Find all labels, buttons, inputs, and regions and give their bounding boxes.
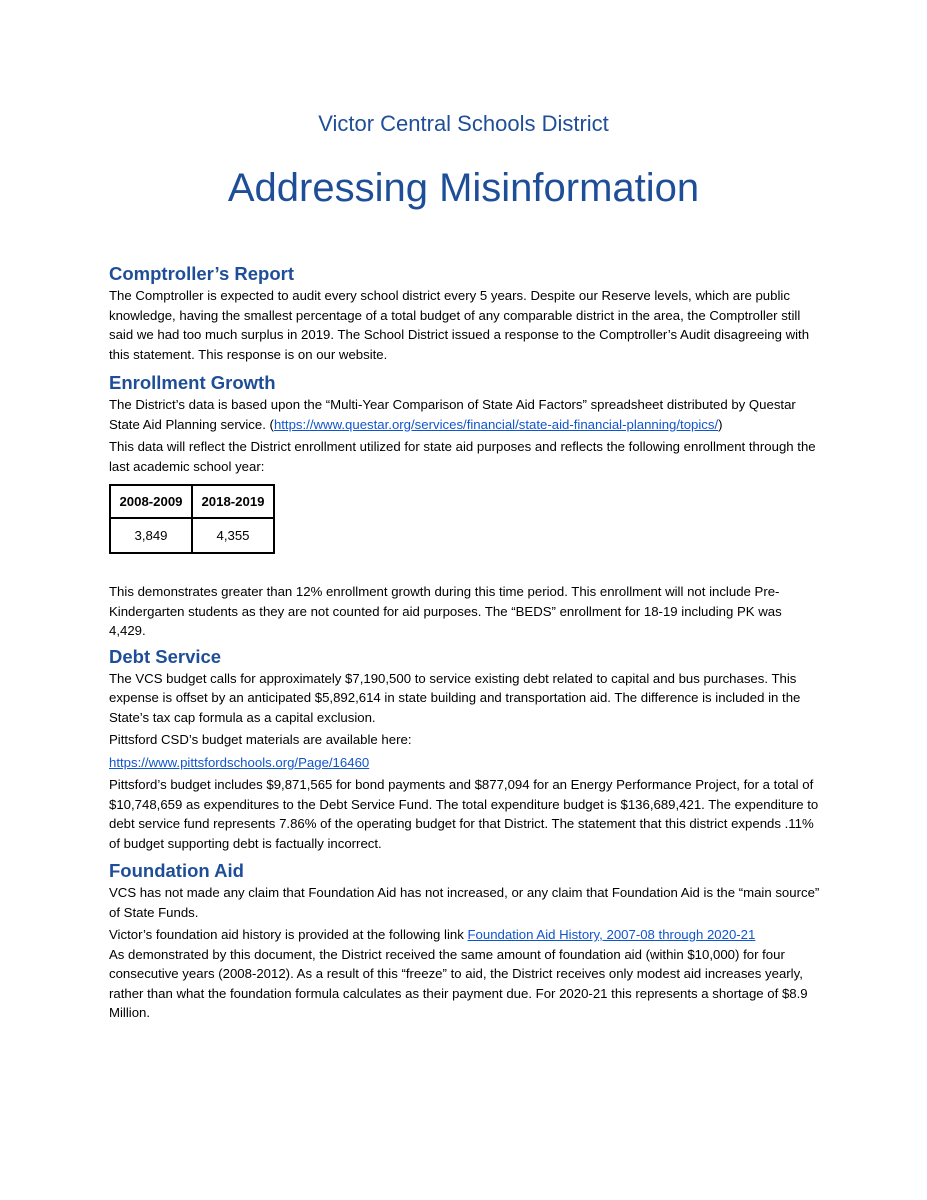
paragraph: The Comptroller is expected to audit every school district every 5 years. Despite our Reserve levels, which are public knowledge, having the smallest percentage of a total budget of any comparable district in the area, the Comptroller still said we had too much surplus in 2019. The School District issued a response to the Comptroller’s Audit disagreeing with this statement. This response is on our website. xyxy=(109,288,810,362)
paragraph xyxy=(109,925,821,945)
foundation-aid-history-link[interactable]: Foundation Aid History, 2007-08 through 2020-21 xyxy=(467,927,756,942)
org-title: Victor Central Schools District xyxy=(318,111,609,136)
enrollment-table xyxy=(109,484,275,554)
section-foundation-aid xyxy=(109,859,821,1023)
paragraph xyxy=(109,395,821,434)
paragraph: Pittsford’s budget includes $9,871,565 for bond payments and $877,094 for an Energy Performance Project, for a total of $10,748,659 as expenditures to the Debt Service Fund. The total expenditure budget is $136,689,421. The expenditure to debt service fund represents 7.86% of the operating budget for that District. The statement that this district expends .11% of budget supporting debt is factually incorrect. xyxy=(109,777,819,851)
section-comptroller-report xyxy=(109,262,821,364)
table-cell: 4,355 xyxy=(192,518,274,553)
paragraph-text: ) xyxy=(718,416,723,432)
table-header-row xyxy=(110,485,274,518)
paragraph: VCS has not made any claim that Foundation Aid has not increased, or any claim that Foundation Aid is the “main source” of State Funds. xyxy=(109,885,820,920)
questar-link[interactable]: https://www.questar.org/services/financial/state-aid-financial-planning/topics/ xyxy=(273,416,719,432)
paragraph: This data will reflect the District enrollment utilized for state aid purposes and reflects the following enrollment through the last academic school year: xyxy=(109,439,816,474)
paragraph: This demonstrates greater than 12% enrollment growth during this time period. This enrollment will not include Pre-Kindergarten students as they are not counted for aid purposes. The “BEDS” enrollment for 18-19 including PK was 4,429. xyxy=(109,584,782,638)
section-heading: Foundation Aid xyxy=(109,860,244,881)
table-row xyxy=(110,518,274,553)
table-cell: 3,849 xyxy=(110,518,192,553)
paragraph: As demonstrated by this document, the District received the same amount of foundation aid (within $10,000) for four consecutive years (2008-2012). As a result of this “freeze” to aid, the District receives only modest aid increases yearly, rather than what the foundation formula calculates as their payment due. For 2020-21 this represents a shortage of $8.9 Million. xyxy=(109,946,808,1020)
paragraph-text: The District’s data is based upon the “Multi-Year Comparison of State Aid Factors” spreadsheet distributed by Questar State Aid Planning service. ( xyxy=(109,397,796,432)
section-heading: Enrollment Growth xyxy=(109,372,276,393)
paragraph: The VCS budget calls for approximately $7,190,500 to service existing debt related to capital and bus purchases. This expense is offset by an anticipated $5,892,614 in state building and transportation aid. The difference is included in the State’s tax cap formula as a capital exclusion. xyxy=(109,670,801,725)
document-body xyxy=(109,262,821,1023)
paragraph xyxy=(109,753,821,773)
paragraph: Pittsford CSD’s budget materials are available here: xyxy=(109,732,412,747)
section-debt-service xyxy=(109,645,821,854)
section-enrollment-growth xyxy=(109,371,821,641)
section-heading: Comptroller’s Report xyxy=(109,263,295,284)
paragraph-text: Victor’s foundation aid history is provided at the following link xyxy=(109,927,468,942)
page-title: Addressing Misinformation xyxy=(227,166,700,210)
pittsford-link[interactable]: https://www.pittsfordschools.org/Page/16460 xyxy=(109,754,370,770)
section-heading: Debt Service xyxy=(109,645,222,667)
table-header-cell: 2008-2009 xyxy=(110,485,192,518)
table-header-cell: 2018-2019 xyxy=(192,485,274,518)
